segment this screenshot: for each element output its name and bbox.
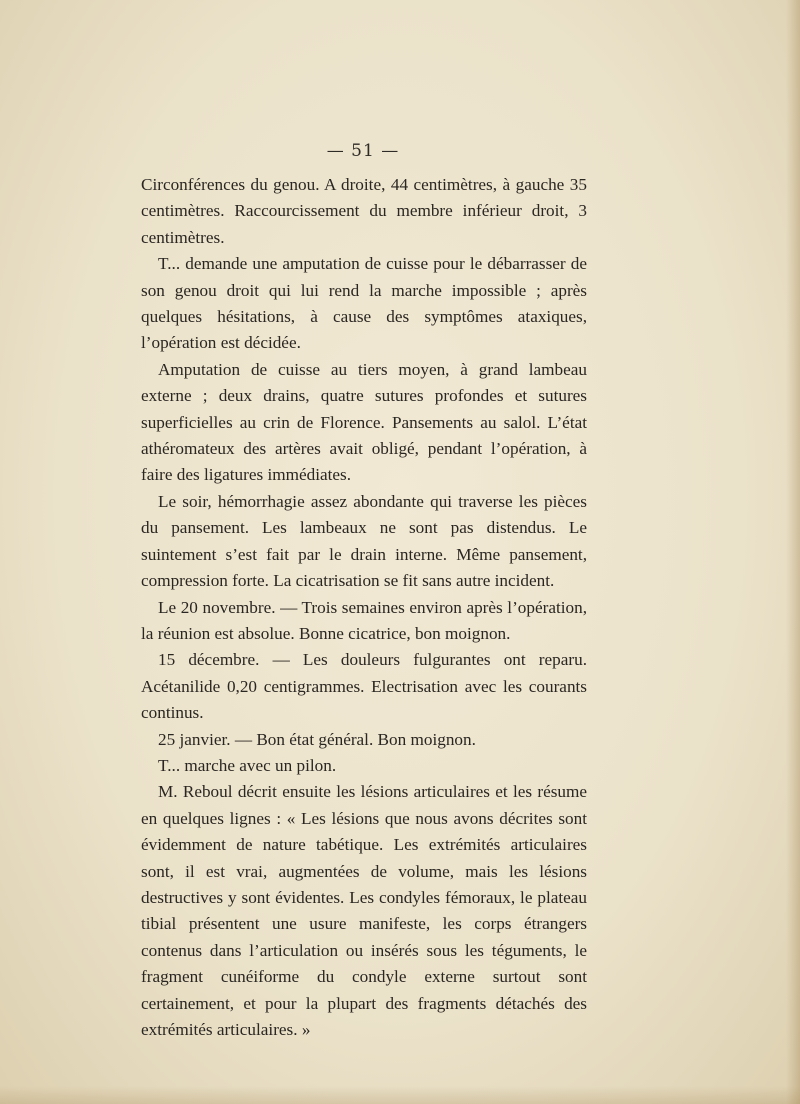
paragraph: T... marche avec un pilon. (158, 755, 337, 775)
paragraph: T... demande une amputation de cuisse pour le débarrasser de son genou droit qui lui rend la marche impossible ; après quelques hésitations, à cause des symptômes ataxiques, l’opération est décidée. (141, 254, 587, 353)
page-number: — 51 — (326, 141, 400, 161)
paragraph: 25 janvier. — Bon état général. Bon moignon. (158, 729, 476, 749)
paragraph: M. Reboul décrit ensuite les lésions articulaires et les résume en quelques lignes : « Les lésions que nous avons décrites sont évidemment de nature tabétique. Les extrémités articulaires sont, il est vrai, augmentées de volume, mais les lésions destructives y sont évidentes. Les condyles fémoraux, le plateau tibial présentent une usure manifeste, les corps étrangers contenus dans l’articulation ou insérés sous les téguments, le fragment cunéiforme du condyle externe surtout sont certainement, et pour la plupart des fragments détachés des extrémités articulaires. » (141, 782, 587, 1039)
paragraph: 15 décembre. — Les douleurs fulgurantes ont reparu. Acétanilide 0,20 centigrammes. Electrisation avec les courants continus. (141, 650, 587, 723)
body-text (141, 172, 587, 1043)
page-edge-shadow (786, 0, 800, 1104)
paragraph: Amputation de cuisse au tiers moyen, à grand lambeau externe ; deux drains, quatre sutures profondes et sutures superficielles au crin de Florence. Pansements au salol. L’état athéromateux des artères avait obligé, pendant l’opération, à faire des ligatures immédiates. (141, 359, 587, 485)
paragraph: Le 20 novembre. — Trois semaines environ après l’opération, la réunion est absolue. Bonne cicatrice, bon moignon. (141, 597, 587, 643)
page-bottom-shadow (0, 1086, 800, 1104)
paragraph: Circonférences du genou. A droite, 44 centimètres, à gauche 35 centimètres. Raccourcissement du membre inférieur droit, 3 centimètres. (141, 175, 587, 247)
paragraph: Le soir, hémorrhagie assez abondante qui traverse les pièces du pansement. Les lambeaux ne sont pas distendus. Le suintement s’est fait par le drain interne. Même pansement, compression forte. La cicatrisation se fit sans autre incident. (141, 491, 587, 591)
